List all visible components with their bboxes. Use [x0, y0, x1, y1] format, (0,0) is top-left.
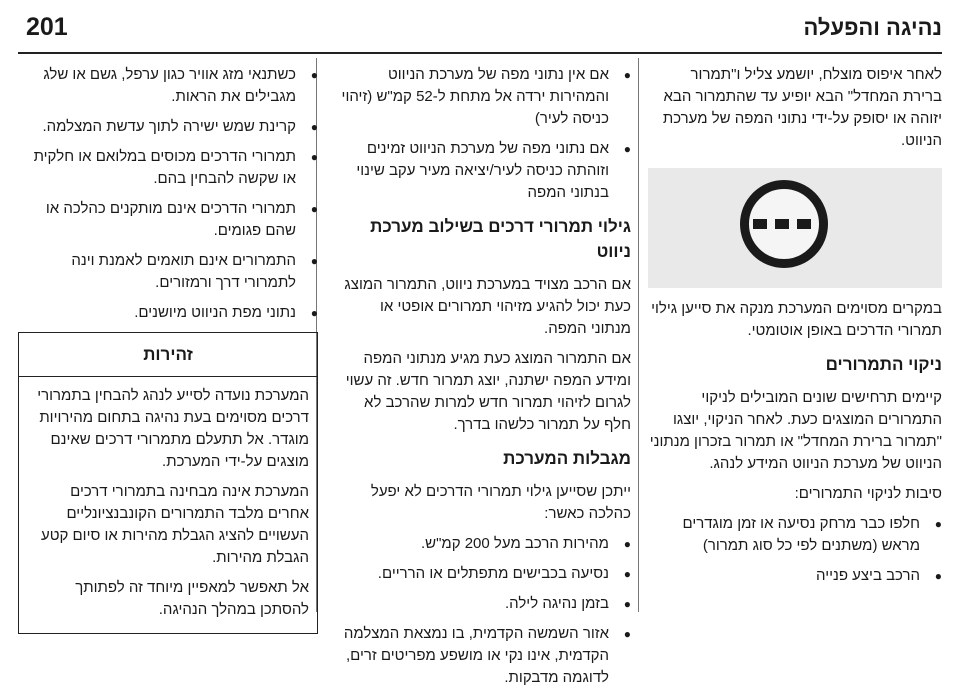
- column-divider-right: [638, 58, 639, 612]
- auto-clear-paragraph: במקרים מסוימים המערכת מנקה את סייען גילוי תמרורי הדרכים באופן אוטומטי.: [651, 300, 942, 339]
- heading-clearing-signs: ניקוי התמרורים: [825, 355, 942, 374]
- conditions-list: [18, 64, 318, 324]
- warning-paragraph-1: המערכת נועדה לסייע לנהג להבחין בתמרורי דרכים מסוימים בעת נהיגה בתחום מהירויות מוגדר. אל תתעלם מתמרורי דרכים שאינם מוצגים על-ידי המערכת.: [37, 387, 309, 470]
- nav-paragraph-2: אם התמרור המוצג כעת מגיע מנתוני המפה ומידע המפה ישתנה, יוצג תמרור חדש. זה עשוי לגרום לזיהוי תמרור חדש למרות שהרכב לא חלף על תמרור כלשהו בדרך.: [345, 350, 631, 433]
- column-middle: [341, 64, 631, 697]
- nav-paragraph-1: אם הרכב מצויד במערכת ניווט, התמרור המוצג כעת יכול להגיע מזיהוי תמרורים אופטי או מנתוני המפה.: [344, 276, 631, 337]
- column-right: [648, 64, 942, 595]
- list-item: ● אם נתוני מפה של מערכת הניווט זמינים וזוהתה כניסה לעיר/יציאה מעיר עקב שינוי בנתוני המפה: [341, 138, 631, 204]
- page-number: 201: [26, 13, 68, 41]
- list-item: ● חלפו כבר מרחק נסיעה או זמן מוגדרים מראש (משתנים לפי כל סוג תמרור): [648, 513, 942, 557]
- limitations-intro: ייתכן שסייען גילוי תמרורי הדרכים לא יפעל כהלכה כאשר:: [370, 483, 631, 522]
- reasons-label: סיבות לניקוי התמרורים:: [794, 485, 942, 502]
- reset-paragraph: לאחר איפוס מוצלח, יושמע צליל ו"תמרור ברירת המחדל" הבא יופיע עד שהתמרור הבא יזוהה או יסופק על-ידי נתוני המפה של מערכת הניווט.: [662, 66, 942, 149]
- list-item: ● מהירות הרכב מעל 200 קמ"ש.: [341, 533, 631, 555]
- end-of-restriction-sign-icon: [740, 180, 828, 268]
- list-item: ● נסיעה בכבישים מתפתלים או הרריים.: [341, 563, 631, 585]
- column-left: [18, 64, 318, 634]
- warning-body: [19, 377, 317, 633]
- warning-paragraph-2: המערכת אינה מבחינה בתמרורי דרכים אחרים מלבד התמרורים הקונבנציונליים העשויים להציג הגבלת מהירות או סיום קטע הגבלת מהירות.: [40, 483, 309, 566]
- reasons-list: [648, 513, 942, 587]
- warning-title: זהירות: [19, 333, 317, 377]
- sign-illustration: [648, 168, 942, 288]
- warning-paragraph-3: אל תאפשר למאפיין מיוחד זה לפתותך להסתכן במהלך הנהיגה.: [75, 579, 309, 618]
- list-item: ● כשתנאי מזג אוויר כגון ערפל, גשם או שלג מגבילים את הראות.: [18, 64, 318, 108]
- list-item: ● בזמן נהיגה לילה.: [341, 593, 631, 615]
- header-divider: [18, 52, 942, 54]
- list-item: ● התמרורים אינם תואמים לאמנת וינה לתמרורי דרך ורמזורים.: [18, 250, 318, 294]
- list-item: ● תמרורי הדרכים מכוסים במלואם או חלקית או שקשה להבחין בהם.: [18, 146, 318, 190]
- city-detection-list: [341, 64, 631, 204]
- page-header: [0, 0, 960, 52]
- clearing-paragraph: קיימים תרחישים שונים המובילים לניקוי התמרורים המוצגים כעת. לאחר הניקוי, יוצגו "תמרור ברירת המחדל" או תמרור בזכרון מנתוני הניווט של מערכת הניווט המידע לנהג.: [649, 389, 942, 472]
- section-title: נהיגה והפעלה: [803, 15, 942, 40]
- heading-navigation: גילוי תמרורי דרכים בשילוב מערכת ניווט: [370, 217, 631, 261]
- list-item: ● תמרורי הדרכים אינם מותקנים כהלכה או שהם פגומים.: [18, 198, 318, 242]
- warning-box: [18, 332, 318, 634]
- list-item: ● אם אין נתוני מפה של מערכת הניווט והמהירות ירדה אל מתחת ל-52 קמ"ש (זיהוי כניסה לעיר): [341, 64, 631, 130]
- limitations-list: [341, 533, 631, 689]
- list-item: ● נתוני מפת הניווט מיושנים.: [18, 302, 318, 324]
- list-item: ● אזור השמשה הקדמית, בו נמצאת המצלמה הקדמית, אינו נקי או מושפע מפריטים זרים, לדוגמה מדבקות.: [341, 623, 631, 689]
- list-item: ● הרכב ביצע פנייה: [648, 565, 942, 587]
- heading-limitations: מגבלות המערכת: [503, 449, 631, 468]
- list-item: ● קרינת שמש ישירה לתוך עדשת המצלמה.: [18, 116, 318, 138]
